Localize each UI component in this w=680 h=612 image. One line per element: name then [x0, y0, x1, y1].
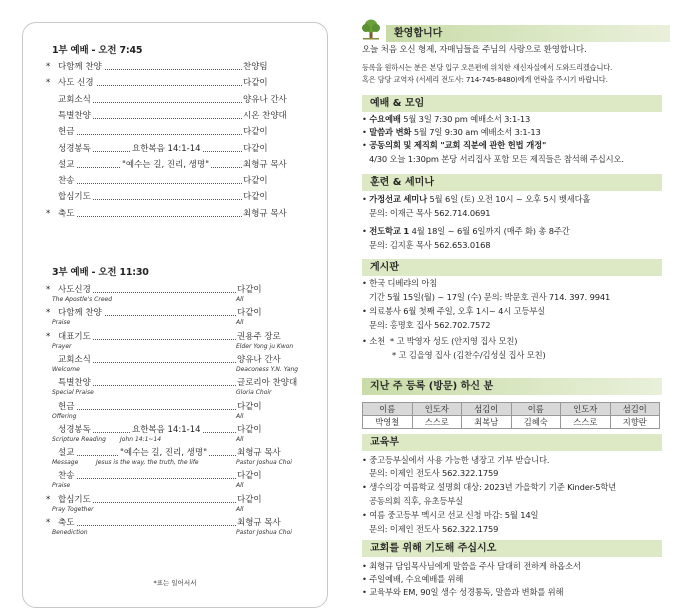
table-cell: 김혜숙: [511, 416, 561, 429]
item-leader: 다같이: [237, 308, 262, 319]
item-leader: 다같이: [237, 285, 262, 295]
worship-header: 예배 & 모임: [362, 95, 662, 112]
welcome-line-3: 혹은 담당 교역자 (서세리 전도사: 714-745-8480)에게 연락을 주시기 바랍니다.: [362, 75, 608, 84]
item-name: 교회소식: [58, 94, 91, 105]
item-english-leader: Elder Yong ju Kwon: [236, 342, 294, 350]
item-leader: 다같이: [243, 176, 268, 187]
item-english-name: Message: [52, 459, 79, 467]
item-name: 사도 신경: [58, 78, 94, 89]
service-1-item: [46, 78, 308, 89]
education-item-3: • 여름 중고등부 멕시코 선교 신청 마감: 5월 14일: [362, 510, 539, 520]
training-item-2-contact: 문의: 김지훈 목사 562.653.0168: [369, 240, 491, 250]
standing-marker: *: [46, 285, 51, 295]
item-english-name: Welcome: [52, 365, 80, 373]
service-1-item: [46, 160, 308, 171]
service-3-item: [46, 402, 308, 413]
item-leader: 찬양팀: [243, 62, 268, 72]
worship-item-1: • 수요예배 5월 3일 7:30 pm 예배소서 3:1-13: [362, 114, 531, 124]
item-english-name: Prayer: [52, 342, 72, 350]
table-cell: 지향란: [610, 416, 660, 429]
service-3-item: [46, 355, 308, 366]
tree-icon: [360, 18, 382, 40]
service-1-item: [46, 144, 308, 155]
service-3-item: [46, 448, 308, 459]
prayer-item-2: • 주일예배, 수요예배를 위해: [362, 574, 464, 584]
board-item-3: • 소천 * 고 박영자 성도 (안지영 집사 모친): [362, 336, 518, 346]
dot-leader: [58, 216, 242, 217]
item-english-detail: Jesus is the way, the truth, the life: [96, 459, 199, 467]
item-name: 사도신경: [58, 285, 91, 295]
standing-marker: *: [46, 78, 51, 89]
item-english-name: Offering: [52, 412, 77, 420]
welcome-header: 환영합니다: [386, 25, 670, 42]
item-leader: 다같이: [243, 192, 268, 203]
table-cell: 박영철: [363, 416, 413, 429]
board-header: 게시판: [362, 259, 662, 276]
table-cell: 최복남: [462, 416, 512, 429]
standing-marker: *: [46, 62, 51, 72]
training-item-2: • 전도학교 1 4월 18일 ~ 6월 6일까지 (매주 화) 총 8주간: [362, 226, 570, 236]
item-name: 다함께 찬양: [58, 62, 102, 72]
service-1-item: [46, 111, 308, 122]
service-1-item: [46, 95, 308, 106]
item-name: 다함께 찬양: [58, 308, 102, 319]
dot-leader: [58, 409, 236, 410]
table-header-cell: 이름: [363, 403, 413, 416]
standing-footnote: *표는 일어서서: [153, 579, 197, 587]
item-detail: 요한복음 14:1-14: [132, 424, 201, 435]
item-leader: 권용주 장로: [237, 331, 281, 342]
item-leader: 다같이: [243, 143, 268, 154]
table-cell: 스스로: [561, 416, 611, 429]
dot-leader: [58, 183, 242, 184]
item-leader: 다같이: [237, 494, 262, 505]
dot-leader: [58, 525, 236, 526]
item-leader: 글로리아 찬양대: [237, 378, 298, 389]
item-name: 특별찬양: [58, 110, 91, 121]
service-3-item: [46, 518, 308, 529]
board-item-3-line-2: * 고 김을영 집사 (김찬수/김성실 집사 모친): [392, 350, 546, 360]
education-item-1-contact: 문의: 이제인 전도사 562.322.1759: [369, 468, 499, 478]
service-1-item: [46, 192, 308, 203]
item-english-leader: All: [236, 435, 244, 443]
education-item-2-detail: 공동의회 직후, 유초등부실: [369, 496, 463, 506]
item-name: 성경봉독: [58, 143, 91, 154]
service-3-item: [46, 285, 308, 296]
service-3-title: 3부 예배 - 오전 11:30: [52, 267, 149, 278]
registration-header: 지난 주 등록 (방문) 하신 분: [362, 378, 662, 395]
training-item-1-contact: 문의: 이재근 목사 562.714.0691: [369, 208, 491, 218]
service-1-item: [46, 209, 308, 220]
item-name: 헌금: [58, 127, 75, 138]
training-header: 훈련 & 세미나: [362, 174, 662, 191]
item-english-name: Pray Together: [52, 505, 94, 513]
table-header-cell: 이름: [511, 403, 561, 416]
item-english-leader: All: [236, 412, 244, 420]
welcome-line-2: 등록을 원하시는 분은 본당 입구 오른편에 위치한 새신자실에서 도와드리겠습니다.: [362, 63, 613, 72]
item-leader: 최형규 목사: [243, 208, 287, 219]
item-name: 특별찬양: [58, 378, 91, 389]
item-name: 설교: [58, 448, 75, 459]
item-leader: 양유나 간사: [237, 354, 281, 365]
item-name: 설교: [58, 159, 75, 170]
table-cell: 스스로: [412, 416, 462, 429]
board-item-1: • 한국 디베랴의 아침: [362, 278, 438, 288]
item-english-name: Special Praise: [52, 389, 94, 397]
prayer-header: 교회를 위해 기도해 주십시오: [362, 540, 662, 557]
item-detail: 요한복음 14:1-14: [132, 143, 201, 154]
item-english-leader: Pastor Joshua Choi: [236, 459, 292, 467]
item-leader: 다같이: [237, 401, 262, 412]
standing-marker: *: [46, 331, 51, 342]
table-header-cell: 섬김이: [462, 403, 512, 416]
service-3-item: [46, 308, 308, 319]
service-3-item: [46, 495, 308, 506]
item-leader: 시온 찬양대: [243, 110, 287, 121]
item-name: 합심기도: [58, 192, 91, 203]
item-name: 교회소식: [58, 354, 91, 365]
item-leader: 최형규 목사: [243, 159, 287, 170]
item-name: 축도: [58, 518, 75, 528]
service-1-title: 1부 예배 - 오전 7:45: [52, 45, 143, 56]
item-name: 성경봉독: [58, 424, 91, 435]
standing-marker: *: [46, 494, 51, 505]
item-leader: 최형규 목사: [237, 448, 281, 459]
item-name: 찬송: [58, 176, 75, 187]
item-english-name: Scripture Reading: [52, 435, 106, 443]
item-name: 대표기도: [58, 331, 91, 342]
item-english-leader: Deaconess Y.N. Yang: [236, 365, 299, 373]
dot-leader: [58, 478, 236, 479]
item-english-leader: Pastor Joshua Choi: [236, 529, 292, 536]
item-english-name: The Apostle's Creed: [52, 296, 113, 303]
education-item-3-contact: 문의: 이제인 전도사 562.322.1759: [369, 524, 499, 534]
item-english-leader: Gloria Choir: [236, 389, 272, 397]
item-english-leader: All: [236, 296, 244, 303]
dot-leader: [58, 134, 242, 135]
item-english-name: Benediction: [52, 529, 88, 536]
table-header-cell: 인도자: [561, 403, 611, 416]
worship-item-2: • 말씀과 변화 5월 7일 9:30 am 예배소서 3:1-13: [362, 127, 541, 137]
item-detail: "예수는 길, 진리, 생명": [120, 448, 208, 459]
education-item-2: • 생수의강 여름학교 설명회 대상: 2023년 가을학기 기준 Kinder-5학년: [362, 482, 617, 492]
table-row: [363, 416, 660, 429]
item-english-detail: John 14:1~14: [120, 435, 162, 443]
worship-item-3: • 공동의회 및 제직회 "교회 직분에 관한 헌법 개정": [362, 140, 547, 150]
registration-table: [362, 402, 660, 429]
service-3-item: [46, 378, 308, 389]
board-item-1-detail: 기간 5월 15일(월) ~ 17일 (수) 문의: 박문호 권사 714. 397. 9941: [369, 292, 611, 302]
training-item-1: • 가정선교 세미나 5월 6일 (토) 오전 10시 ~ 오후 5시 벳세다홀: [362, 194, 591, 204]
item-name: 헌금: [58, 401, 75, 412]
item-name: 합심기도: [58, 494, 91, 505]
worship-item-3-detail: 4/30 오늘 1:30pm 본당 서리집사 포함 모든 제직들은 참석해 주십시오.: [369, 154, 624, 164]
education-item-1: • 중고등부실에서 사용 가능한 냉장고 기부 받습니다.: [362, 455, 550, 465]
standing-marker: *: [46, 308, 51, 319]
item-english-leader: All: [236, 505, 244, 513]
welcome-line-1: 오늘 처음 오신 형제, 자매님들을 주님의 사랑으로 환영합니다.: [362, 45, 587, 55]
item-detail: "예수는 길, 진리, 생명": [122, 159, 210, 170]
service-3-item: [46, 425, 308, 436]
item-leader: 다같이: [237, 424, 262, 435]
board-item-2-contact: 문의: 홍명호 집사 562.702.7572: [369, 320, 491, 330]
service-3-item: [46, 332, 308, 343]
item-leader: 최형규 목사: [237, 518, 281, 528]
prayer-item-3: • 교육부와 EM, 90일 생수 성경통독, 말씀과 변화를 위해: [362, 587, 564, 597]
item-name: 찬송: [58, 471, 75, 482]
service-3-item: [46, 471, 308, 482]
board-item-2: • 의료봉사 6월 첫째 주일, 오후 1시~ 4시 고등부실: [362, 306, 546, 316]
prayer-item-1: • 최형규 담임목사님에게 말씀을 주사 담대히 전하게 하옵소서: [362, 561, 581, 571]
item-english-name: Praise: [52, 319, 71, 327]
item-english-name: Praise: [52, 482, 71, 490]
item-leader: 다같이: [243, 78, 268, 89]
education-header: 교육부: [362, 434, 662, 451]
item-english-leader: All: [236, 482, 244, 490]
service-1-item: [46, 176, 308, 187]
item-leader: 양유나 간사: [243, 94, 287, 105]
item-name: 축도: [58, 208, 75, 219]
item-english-leader: All: [236, 319, 244, 327]
table-header-cell: 섬김이: [610, 403, 660, 416]
standing-marker: *: [46, 208, 51, 219]
service-1-item: [46, 127, 308, 138]
item-leader: 다같이: [237, 471, 262, 482]
service-1-item: [46, 62, 308, 73]
item-leader: 다같이: [243, 127, 268, 138]
standing-marker: *: [46, 518, 51, 528]
table-header-cell: 인도자: [412, 403, 462, 416]
table-header-row: [363, 403, 660, 416]
